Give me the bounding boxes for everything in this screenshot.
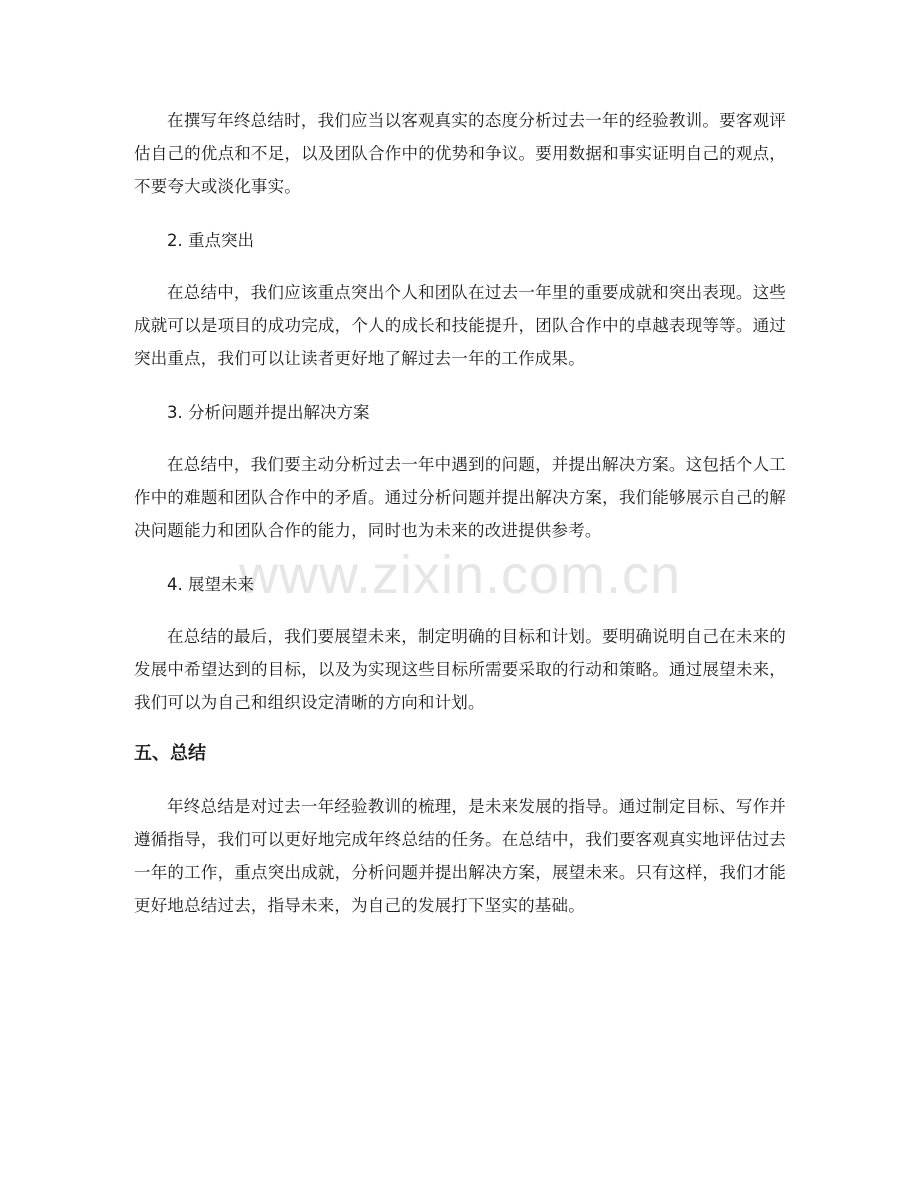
- section-heading-summary: 五、总结: [134, 743, 206, 764]
- paragraph-objective-analysis: 在撰写年终总结时，我们应当以客观真实的态度分析过去一年的经验教训。要客观评估自己的优点和不足，以及团队合作中的优势和争议。要用数据和事实证明自己的观点，不要夸大或淡化事实。: [134, 111, 786, 196]
- paragraph-problem-analysis: 在总结中，我们要主动分析过去一年中遇到的问题，并提出解决方案。这包括个人工作中的难题和团队合作中的矛盾。通过分析问题并提出解决方案，我们能够展示自己的解决问题能力和团队合作的能力，同时也为未来的改进提供参考。: [134, 455, 786, 540]
- subheading-problem-analysis: 3. 分析问题并提出解决方案: [167, 403, 370, 422]
- subheading-highlights: 2. 重点突出: [167, 231, 254, 250]
- paragraph-outlook: 在总结的最后，我们要展望未来，制定明确的目标和计划。要明确说明自己在未来的发展中希望达到的目标，以及为实现这些目标所需要采取的行动和策略。通过展望未来，我们可以为自己和组织设定清晰的方向和计划。: [134, 627, 786, 712]
- paragraph-highlights: 在总结中，我们应该重点突出个人和团队在过去一年里的重要成就和突出表现。这些成就可以是项目的成功完成，个人的成长和技能提升，团队合作中的卓越表现等等。通过突出重点，我们可以让读者更好地了解过去一年的工作成果。: [134, 283, 786, 368]
- subheading-outlook: 4. 展望未来: [167, 575, 254, 594]
- watermark: www.zixin.com.cn: [238, 545, 682, 605]
- paragraph-summary: 年终总结是对过去一年经验教训的梳理，是未来发展的指导。通过制定目标、写作并遵循指导，我们可以更好地完成年终总结的任务。在总结中，我们要客观真实地评估过去一年的工作，重点突出成就，分析问题并提出解决方案，展望未来。只有这样，我们才能更好地总结过去，指导未来，为自己的发展打下坚实的基础。: [134, 797, 786, 915]
